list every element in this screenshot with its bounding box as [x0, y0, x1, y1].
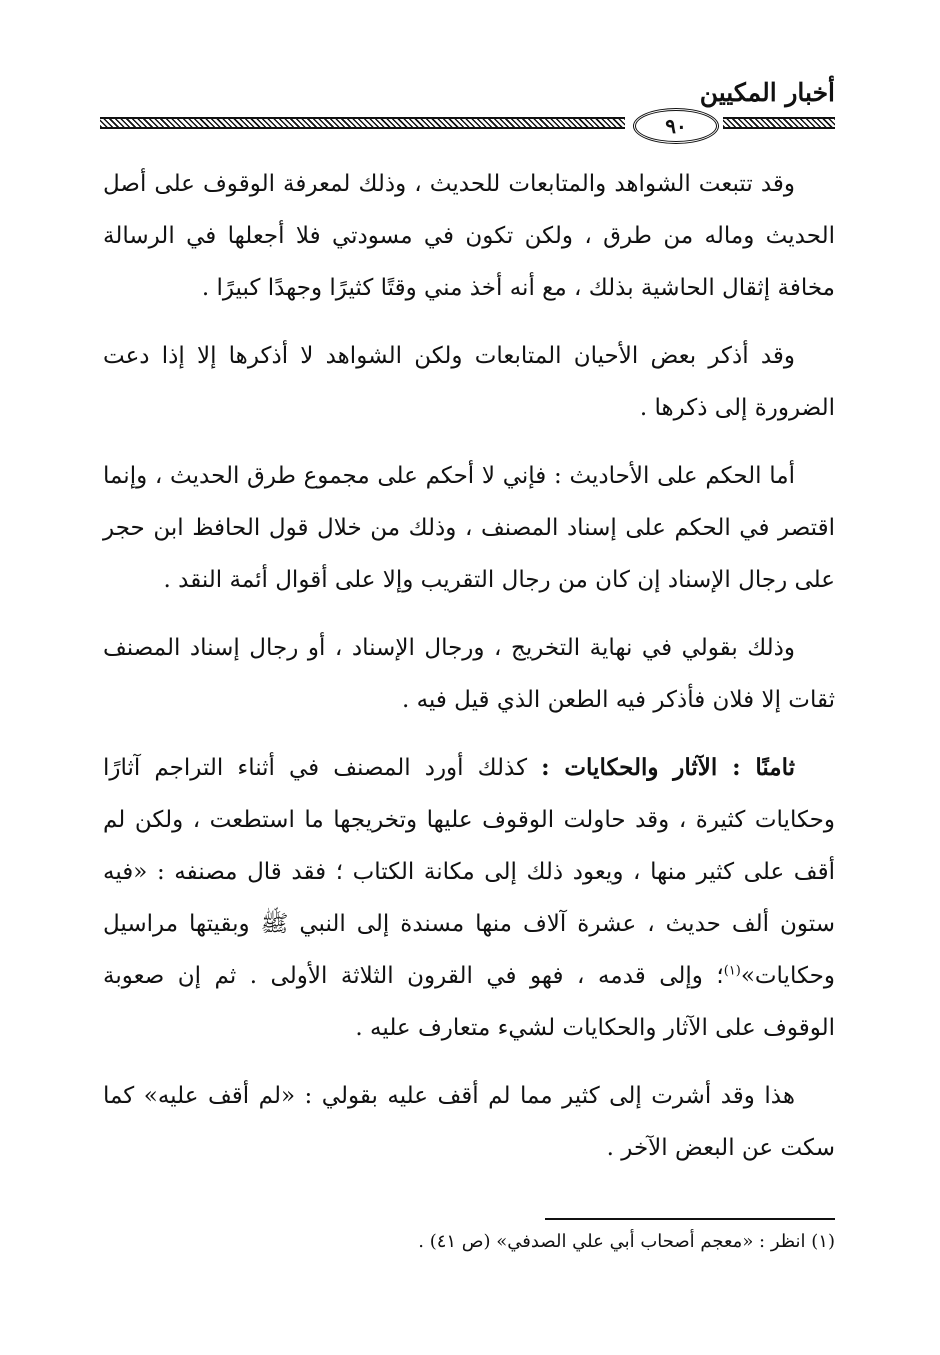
header-rule-right — [723, 117, 835, 129]
main-text — [103, 158, 835, 1190]
closing-paragraph: هذا وقد أشرت إلى كثير مما لم أقف عليه بقولي : «لم أقف عليه» كما سكت عن البعض الآخر . — [103, 1083, 835, 1161]
footnote-divider — [545, 1218, 835, 1220]
section-text-continued: ؛ وإلى قدمه ، فهو في القرون الثلاثة الأولى . ثم إن صعوبة الوقوف على الآثار والحكايات لشيء متعارف عليه . — [103, 963, 835, 1041]
section-text: كذلك أورد المصنف في أثناء التراجم آثارًا وحكايات كثيرة ، وقد حاولت الوقوف عليها وتخريجها ما استطعت ، ولكن لم أقف على كثير منها ، ويعود ذلك إلى مكانة الكتاب ؛ فقد قال مصنفه : «فيه ستون ألف حديث ، عشرة آلاف منها مسندة إلى النبي ﷺ وبقيتها مراسيل وحكايات» — [103, 755, 835, 989]
header-rule-left — [100, 117, 625, 129]
footnote-reference: (١) — [723, 963, 741, 979]
section-heading: ثامنًا : الآثار والحكايات : — [541, 754, 795, 781]
paragraph: أما الحكم على الأحاديث : فإني لا أحكم على مجموع طرق الحديث ، وإنما اقتصر في الحكم على إسناد المصنف ، وذلك من خلال قول الحافظ ابن حجر على رجال الإسناد إن كان من رجال التقريب وإلا على أقوال أئمة النقد . — [103, 463, 835, 593]
book-title: أخبار المكيين — [699, 78, 835, 107]
section-eighth — [103, 742, 835, 1054]
paragraph: وقد أذكر بعض الأحيان المتابعات ولكن الشواهد لا أذكرها إلا إذا دعت الضرورة إلى ذكرها . — [103, 343, 835, 421]
page-number: ٩٠ — [633, 108, 719, 144]
paragraph: وذلك بقولي في نهاية التخريج ، ورجال الإسناد ، أو رجال إسناد المصنف ثقات إلا فلان فأذكر فيه الطعن الذي قيل فيه . — [103, 635, 835, 713]
paragraph: وقد تتبعت الشواهد والمتابعات للحديث ، وذلك لمعرفة الوقوف على أصل الحديث وماله من طرق ، ولكن تكون في مسودتي فلا أجعلها في الرسالة مخافة إثقال الحاشية بذلك ، مع أنه أخذ مني وقتًا كثيرًا وجهدًا كبيرًا . — [103, 171, 835, 301]
page-header — [100, 70, 835, 140]
footnote: (١) انظر : «معجم أصحاب أبي علي الصدفي» (ص ٤١) . — [418, 1231, 835, 1252]
